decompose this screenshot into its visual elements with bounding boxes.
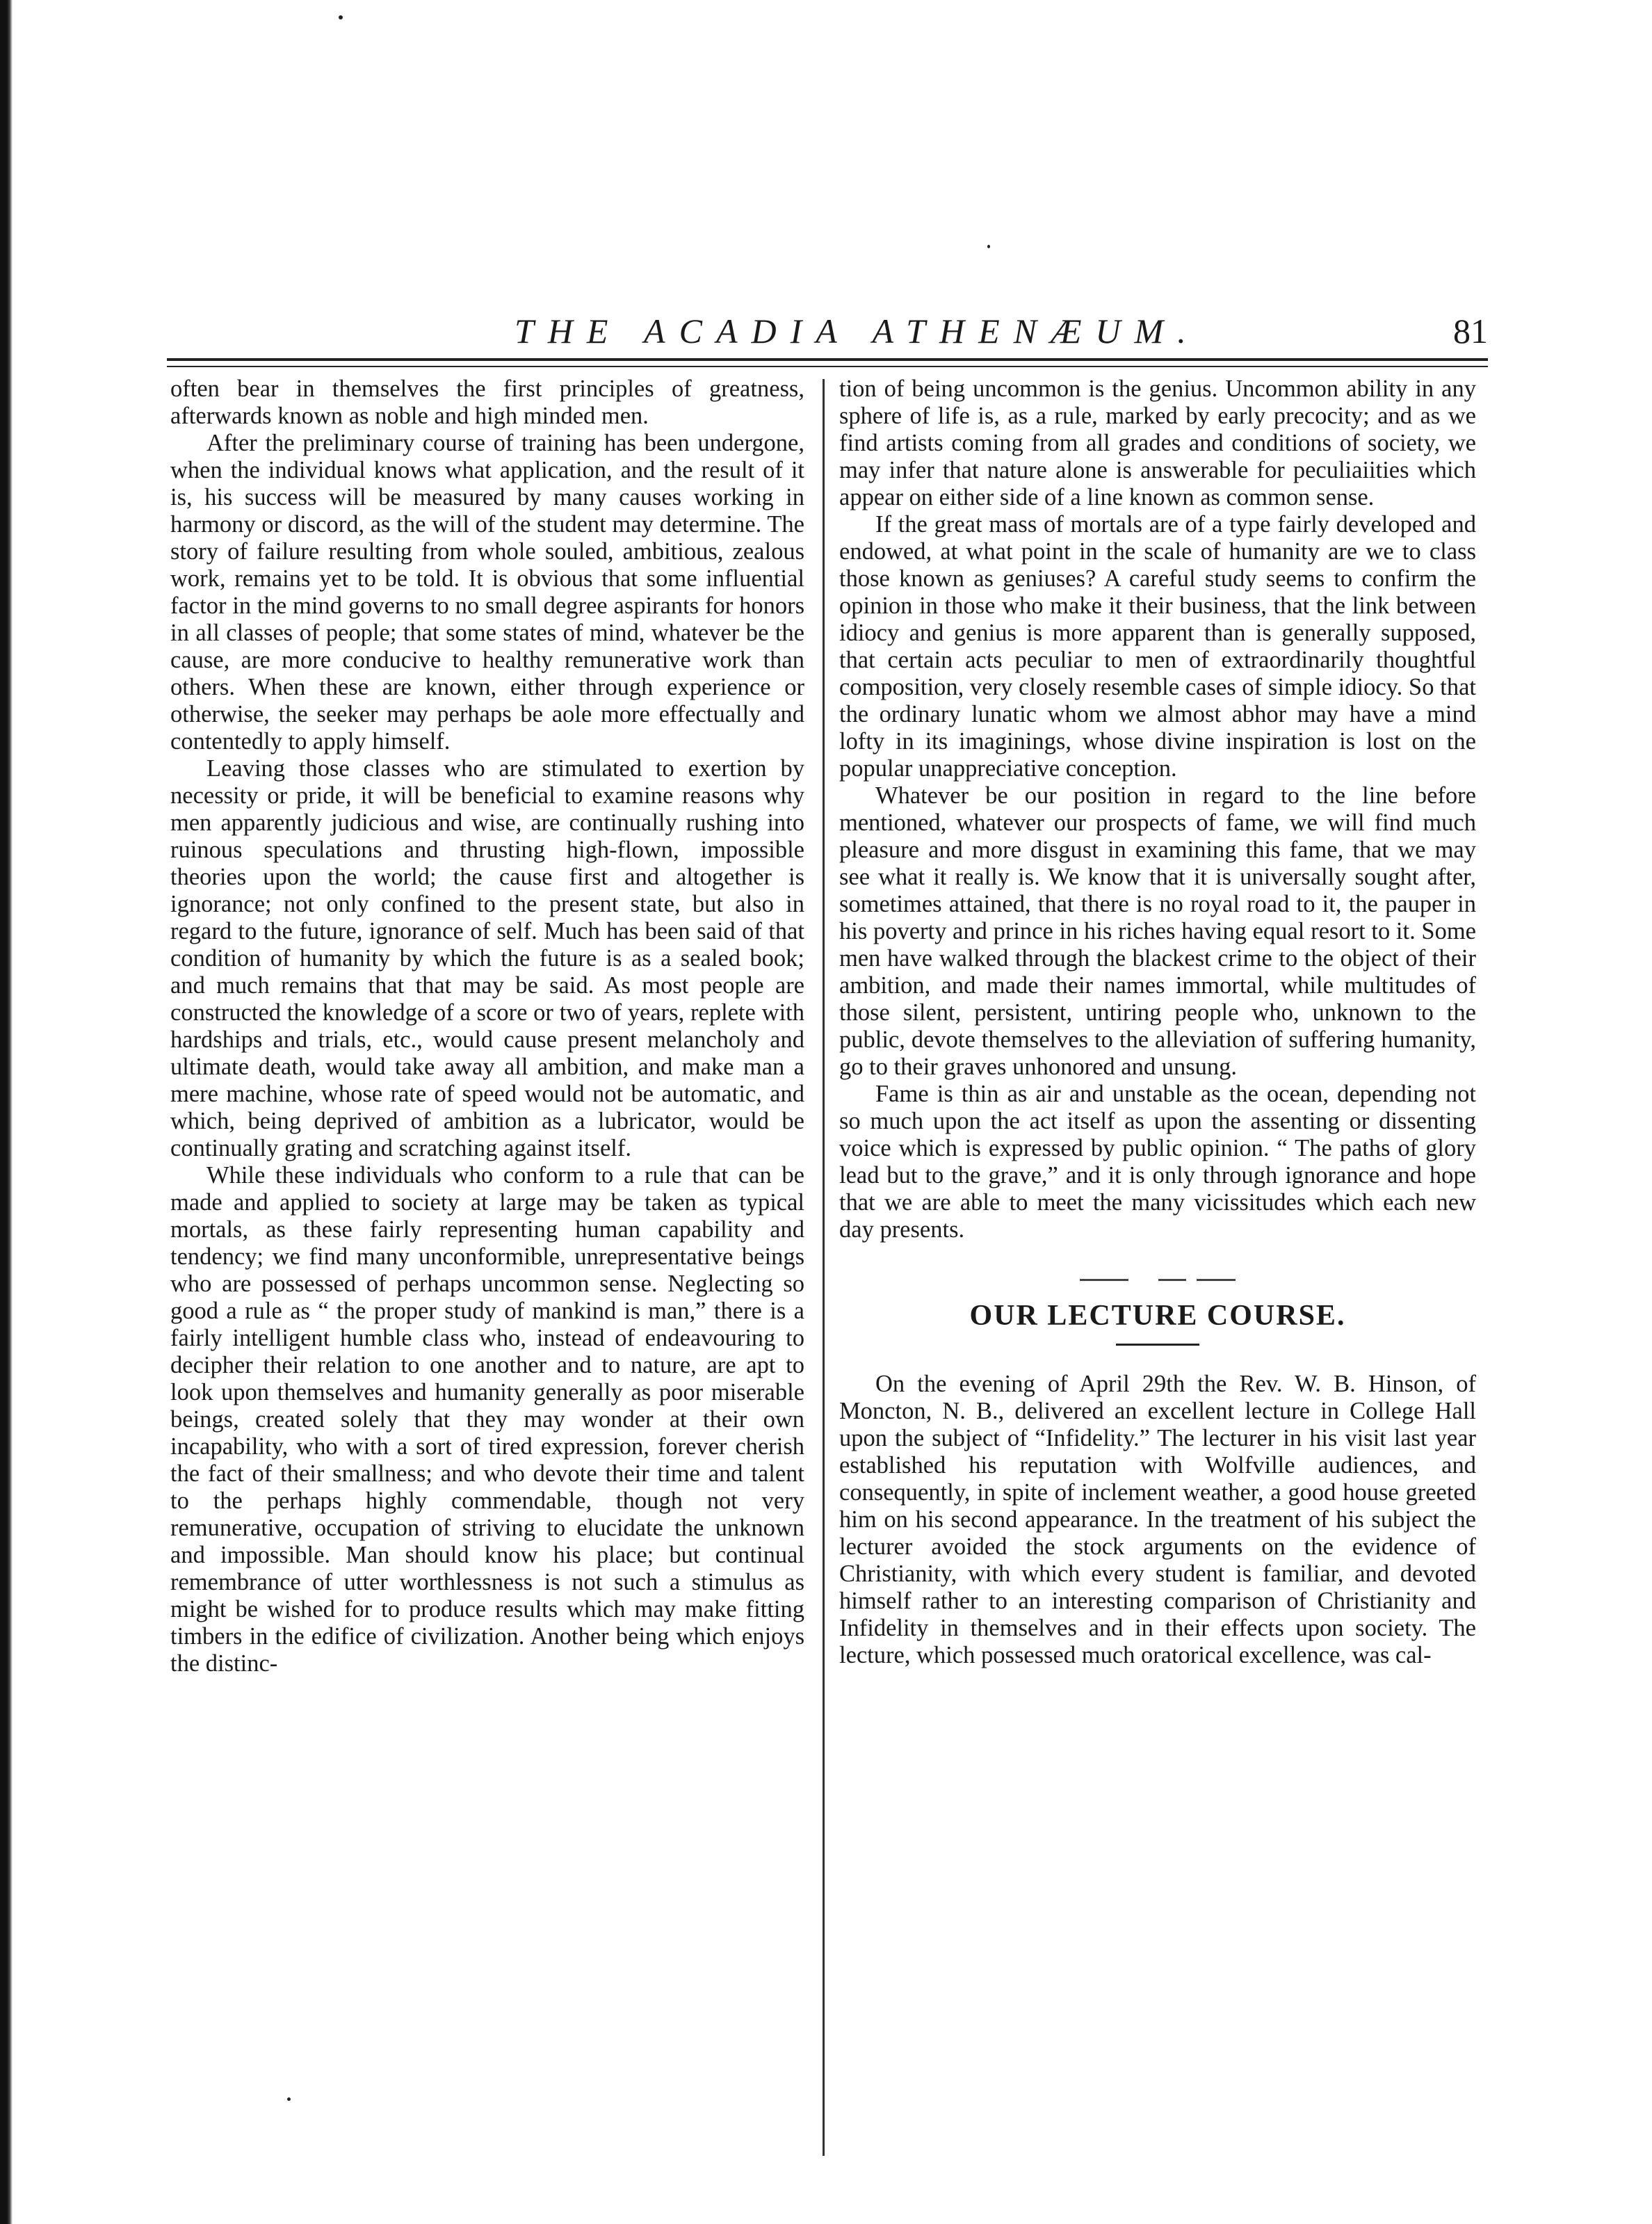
running-header — [167, 306, 1488, 356]
print-speck — [287, 2097, 291, 2101]
left-column — [170, 376, 804, 1677]
paragraph: After the preliminary course of training has been undergone, when the individual knows what application, and the result of it is, his success will be measured by many causes working in harmony or discord, as the will of the student may determine. The story of failure resulting from whole souled, ambitious, zealous work, remains yet to be told. It is obvious that some influential factor in the mind governs to no small degree aspirants for honors in all classes of people; that some states of mind, whatever be the cause, are more conducive to healthy remunerative work than others. When these are known, either through experience or otherwise, the seeker may perhaps be aole more effectually and contentedly to apply himself. — [170, 430, 804, 755]
paragraph: tion of being uncommon is the genius. Uncommon ability in any sphere of life is, as a rule, marked by early precocity; and as we find artists coming from all grades and conditions of society, we may infer that nature alone is answerable for peculiaiities which appear on either side of a line known as common sense. — [839, 376, 1476, 510]
column-divider — [823, 379, 825, 2156]
page-number: 81 — [1453, 312, 1488, 350]
paragraph: often bear in themselves the first principles of greatness, afterwards known as noble and high minded men. — [170, 376, 804, 429]
page-binding-edge — [0, 0, 13, 2224]
paragraph: While these individuals who conform to a rule that can be made and applied to society at large may be taken as typical mortals, as these fairly representing human capability and tendency; we find many unconformible, unrepresentative beings who are possessed of perhaps uncommon sense. Neglecting so good a rule as “ the proper study of mankind is man,” there is a fairly intelligent humble class who, instead of endeavouring to decipher their relation to one another and to nature, are apt to look upon themselves and humanity generally as poor miserable beings, created solely that they may wonder at their own incapability, who with a sort of tired expression, forever cherish the fact of their smallness; and who devote their time and talent to the perhaps highly commendable, though not very remunerative, occupation of striving to elucidate the unknown and impossible. Man should know his place; but continual remembrance of utter worthlessness is not such a stimulus as might be wished for to produce results which may make fitting timbers in the edifice of civilization. Another being which enjoys the distinc- — [170, 1162, 804, 1677]
print-speck — [987, 245, 990, 248]
right-column — [839, 376, 1476, 1669]
running-title: THE ACADIA ATHENÆUM. — [515, 312, 1200, 350]
paragraph: Leaving those classes who are stimulated to exertion by necessity or pride, it will be beneficial to examine reasons why men apparently judicious and wise, are continually rushing into ruinous speculations and thrusting high-flown, impossible theories upon the world; the cause first and altogether is ignorance; not only confined to the present state, but also in regard to the future, ignorance of self. Much has been said of that condition of humanity by which the future is as a sealed book; and much remains that that may be said. As most people are constructed the knowledge of a score or two of years, replete with hardships and trials, etc., would cause present melancholy and ultimate death, would take away all ambition, and make man a mere machine, whose rate of speed would not be automatic, and which, being deprived of ambition as a lubricator, would be continually grating and scratching against itself. — [170, 755, 804, 1161]
header-rule-top — [167, 358, 1488, 361]
section-heading: OUR LECTURE COURSE. — [969, 1300, 1346, 1332]
header-rule-bottom — [167, 366, 1488, 367]
heading-rule — [1116, 1344, 1199, 1346]
print-speck — [339, 15, 343, 19]
paragraph: Fame is thin as air and unstable as the ocean, depending not so much upon the act itself as upon the assenting or dissenting voice which is expressed by public opinion. “ The paths of glory lead but to the grave,” and it is only through ignorance and hope that we are able to meet the many vicissitudes which each new day presents. — [839, 1081, 1476, 1243]
section-ornament — [839, 1264, 1476, 1274]
paragraph: Whatever be our position in regard to the line before mentioned, whatever our prospects of fame, we will find much pleasure and more disgust in examining this fame, that we may see what it really is. We know that it is universally sought after, sometimes attained, that there is no royal road to it, the pauper in his poverty and prince in his riches having equal resort to it. Some men have walked through the blackest crime to the object of their ambition, and made their names immortal, while multitudes of those silent, persistent, untiring people who, unknown to the public, devote themselves to the alleviation of suffering humanity, go to their graves unhonored and unsung. — [839, 782, 1476, 1080]
paragraph: If the great mass of mortals are of a type fairly developed and endowed, at what point in the scale of humanity are we to class those known as geniuses? A careful study seems to confirm the opinion in those who make it their business, that the link between idiocy and genius is more apparent than is generally supposed, that certain acts peculiar to men of extraordinarily thoughtful composition, very closely resemble cases of simple idiocy. So that the ordinary lunatic whom we almost abhor may have a mind lofty in its imaginings, whose divine inspiration is lost on the popular unappreciative conception. — [839, 511, 1476, 782]
lecture-paragraph: On the evening of April 29th the Rev. W. B. Hinson, of Moncton, N. B., delivered an excellent lecture in College Hall upon the subject of “Infidelity.” The lecturer in his visit last year established his reputation with Wolfville audiences, and consequently, in spite of inclement weather, a good house greeted him on his second appearance. In the treatment of his subject the lecturer avoided the stock arguments on the evidence of Christianity, with which every student is familiar, and devoted himself rather to an interesting comparison of Christianity and Infidelity in themselves and in their effects upon society. The lecture, which possessed much oratorical excellence, was cal- — [839, 1371, 1476, 1668]
